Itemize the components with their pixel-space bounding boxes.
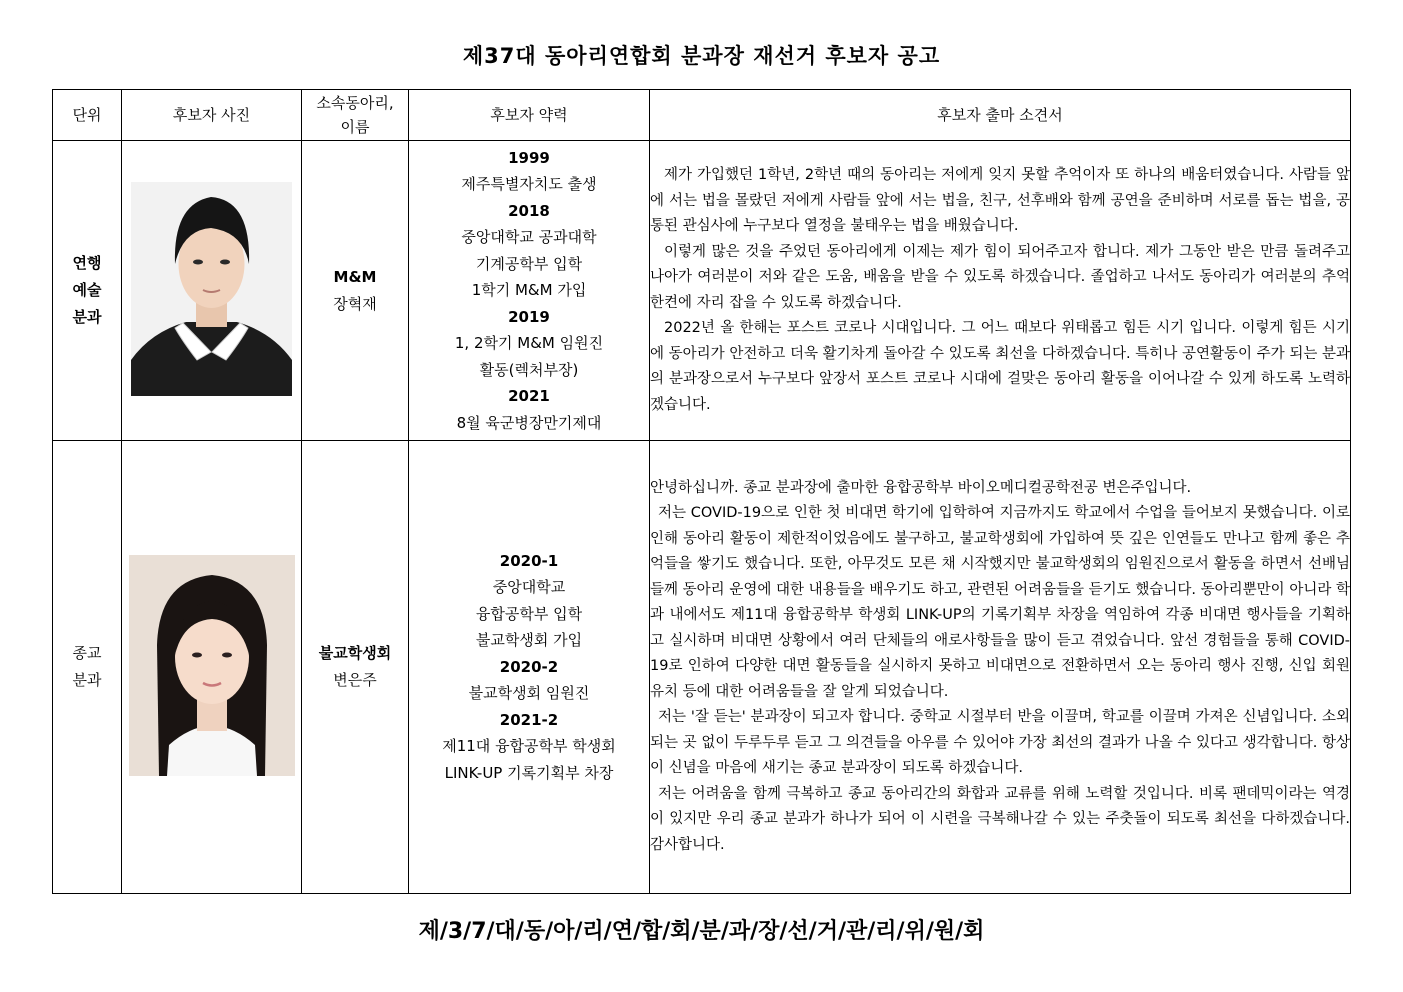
history-line: LINK-UP 기록기획부 차장 bbox=[444, 763, 614, 782]
history-line: 불교학생회 임원진 bbox=[468, 684, 590, 703]
history-line: 1학기 M&M 가입 bbox=[471, 281, 587, 300]
history-line: 불교학생회 가입 bbox=[475, 631, 583, 650]
statement-paragraph: 저는 '잘 듣는' 분과장이 되고자 합니다. 중학교 시절부터 반을 이끌며, 학교를 이끌며 가져온 신념입니다. 소외되는 곳 없이 두루두루 듣고 그 의견들을 아우를 수 있어야 가장 최선의 결과가 나올 수 있다고 생각합니다. 항상 이 신념을 마음에 새기는 종교 분과장이 되도록 하겠습니다. bbox=[650, 709, 1350, 777]
history-line: 중앙대학교 bbox=[492, 578, 566, 597]
header-club bbox=[302, 90, 409, 141]
history-line: 기계공학부 입학 bbox=[475, 254, 583, 273]
header-photo: 후보자 사진 bbox=[122, 90, 302, 141]
history-line: 2018 bbox=[508, 201, 550, 220]
photo-cell bbox=[122, 141, 302, 441]
club-name: 불교학생회 bbox=[318, 644, 392, 662]
history-cell bbox=[409, 441, 650, 894]
history-line: 2020-2 bbox=[499, 657, 559, 676]
candidate-photo bbox=[129, 555, 295, 776]
history-line: 2021-2 bbox=[499, 710, 559, 729]
statement-cell bbox=[650, 141, 1351, 441]
header-club-line1: 소속동아리, bbox=[316, 94, 394, 112]
history-line: 2019 bbox=[508, 307, 550, 326]
statement-paragraph: 저는 COVID-19으로 인한 첫 비대면 학기에 입학하여 지금까지도 학교에서 수업을 들어보지 못했습니다. 이로 인해 동아리 활동이 제한적이었음에도 불구하고, 불교학생회에 가입하여 뜻 깊은 인연들도 만나고 함께 좋은 추억들을 쌓기도 했습니다. 또한, 아무것도 모른 채 시작했지만 불교학생회의 임원진으로서 활동을 하면서 선배님들께 동아리 운영에 대한 내용들을 배우기도 하고, 관련된 어려움들을 듣기도 했습니다. 동아리뿐만이 아니라 학과 내에서도 제11대 융합공학부 학생회 LINK-UP의 기록기획부 차장을 역임하여 각종 비대면 행사들을 기획하고 실시하며 비대면 상황에서 여러 단체들의 애로사항들을 많이 듣고 겪었습니다. 앞선 경험들을 통해 COVID-19로 인하여 다양한 대면 활동들을 실시하지 못하고 비대면으로 전환하면서 오는 동아리 행사 진행, 신입 회원 유치 등에 대한 어려움들을 잘 알게 되었습니다. bbox=[650, 505, 1350, 700]
candidate-table bbox=[52, 89, 1351, 894]
footer-committee: 제/3/7/대/동/아/리/연/합/회/분/과/장/선/거/관/리/위/원/회 bbox=[418, 919, 985, 944]
history-line: 1999 bbox=[508, 148, 550, 167]
statement-paragraph: 안녕하십니까. 종교 분과장에 출마한 융합공학부 바이오메디컬공학전공 변은주입니다. bbox=[650, 479, 1192, 496]
statement-paragraph: 저는 어려움을 함께 극복하고 종교 동아리간의 화합과 교류를 위해 노력할 것입니다. 비록 팬데믹이라는 역경이 있지만 우리 종교 분과가 하나가 되어 이 시련을 극복해나갈 수 있는 주춧돌이 되도록 최선을 다하겠습니다. 감사합니다. bbox=[650, 785, 1350, 853]
photo-cell bbox=[122, 441, 302, 894]
candidate-name: 장혁재 bbox=[333, 294, 377, 313]
header-statement: 후보자 출마 소견서 bbox=[650, 90, 1351, 141]
unit-line: 분과 bbox=[72, 671, 102, 689]
candidate-photo bbox=[131, 182, 292, 396]
unit-line: 분과 bbox=[72, 308, 102, 326]
club-cell bbox=[302, 441, 409, 894]
page-title: 제37대 동아리연합회 분과장 재선거 후보자 공고 bbox=[462, 44, 941, 68]
unit-cell bbox=[53, 441, 122, 894]
history-cell bbox=[409, 141, 650, 441]
unit-line: 연행 bbox=[72, 254, 102, 272]
header-history: 후보자 약력 bbox=[409, 90, 650, 141]
statement-paragraph: 이렇게 많은 것을 주었던 동아리에게 이제는 제가 힘이 되어주고자 합니다. 제가 그동안 받은 만큼 돌려주고 나아가 여러분이 저와 같은 도움, 배움을 받을 수 있도록 하겠습니다. 졸업하고 나서도 동아리가 여러분의 추억 한켠에 자리 잡을 수 있도록 하겠습니다. bbox=[650, 243, 1350, 311]
unit-line: 예술 bbox=[72, 281, 102, 299]
history-line: 융합공학부 입학 bbox=[475, 604, 583, 623]
unit-cell bbox=[53, 141, 122, 441]
unit-line: 종교 bbox=[72, 644, 102, 662]
club-name: M&M bbox=[333, 267, 377, 286]
history-line: 활동(렉처부장) bbox=[479, 360, 579, 379]
statement-paragraph: 2022년 올 한해는 포스트 코로나 시대입니다. 그 어느 때보다 위태롭고 힘든 시기 입니다. 이렇게 힘든 시기에 동아리가 안전하고 더욱 활기차게 돌아갈 수 있도록 최선을 다하겠습니다. 특히나 공연활동이 주가 되는 분과의 분과장으로서 누구보다 앞장서 포스트 코로나 시대에 걸맞은 동아리 활동을 이어나갈 수 있게 하도록 노력하겠습니다. bbox=[650, 320, 1350, 413]
history-line: 2020-1 bbox=[499, 551, 559, 570]
header-unit: 단위 bbox=[53, 90, 122, 141]
header-row bbox=[53, 90, 1351, 141]
history-line: 2021 bbox=[508, 387, 550, 406]
candidate-row bbox=[53, 441, 1351, 894]
history-line: 1, 2학기 M&M 임원진 bbox=[454, 334, 604, 353]
candidate-row bbox=[53, 141, 1351, 441]
history-line: 8월 육군병장만기제대 bbox=[456, 413, 602, 432]
header-club-line2: 이름 bbox=[340, 118, 370, 136]
history-line: 제11대 융합공학부 학생회 bbox=[442, 737, 616, 756]
statement-cell bbox=[650, 441, 1351, 894]
history-line: 제주특별자치도 출생 bbox=[461, 175, 597, 194]
club-cell bbox=[302, 141, 409, 441]
candidate-name: 변은주 bbox=[333, 671, 377, 689]
statement-paragraph: 제가 가입했던 1학년, 2학년 때의 동아리는 저에게 잊지 못할 추억이자 또 하나의 배움터였습니다. 사람들 앞에 서는 법을 몰랐던 저에게 사람들 앞에 서는 법을, 친구, 선후배와 함께 공연을 준비하며 서로를 돕는 법을, 공통된 관심사에 누구보다 열정을 불태우는 법을 배웠습니다. bbox=[650, 167, 1350, 234]
history-line: 중앙대학교 공과대학 bbox=[461, 228, 597, 247]
